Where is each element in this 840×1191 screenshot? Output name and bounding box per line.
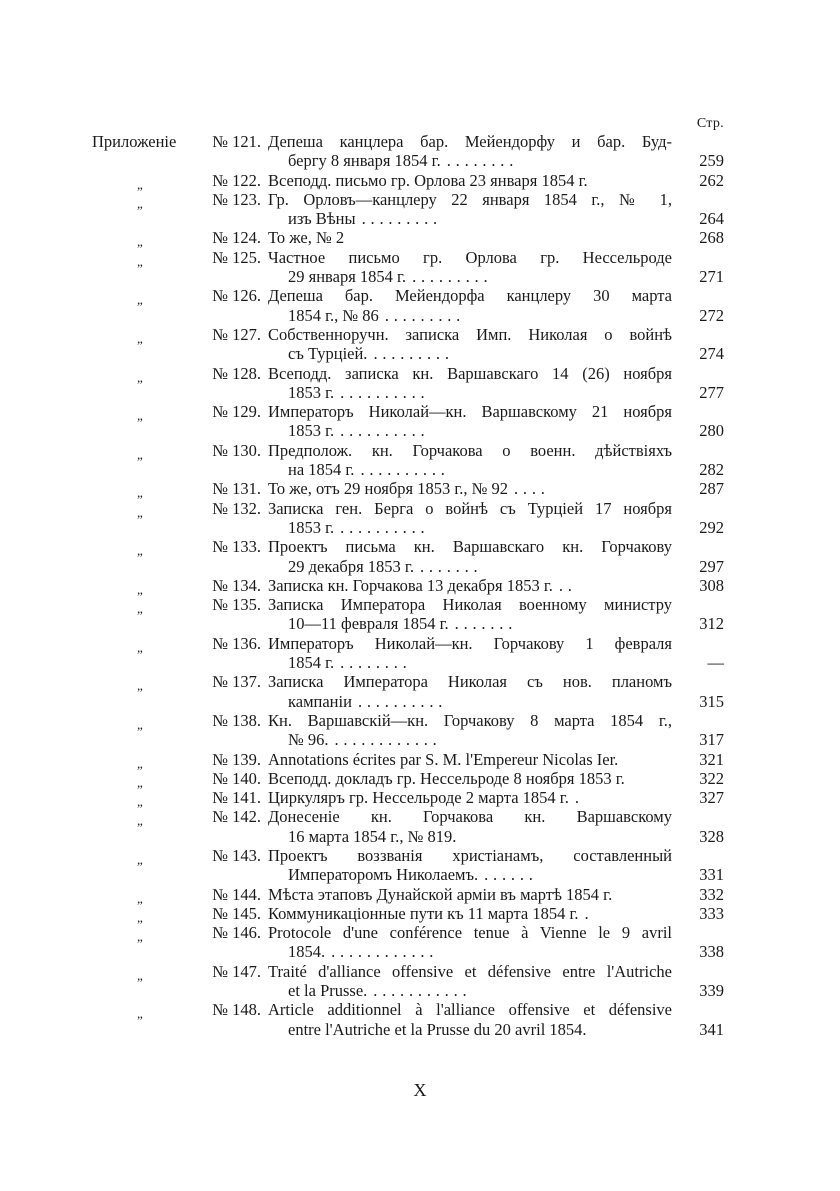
entry-title <box>268 499 672 538</box>
entry-page-number: 332 <box>699 884 724 904</box>
ditto-mark: „ <box>137 890 143 906</box>
ditto-mark: „ <box>137 504 143 520</box>
entry-title-line: 1854 г. <box>288 653 335 673</box>
entry-number: № 136. <box>212 633 261 653</box>
ditto-mark: „ <box>137 639 143 655</box>
entry-page-number: 327 <box>699 788 724 808</box>
entry-title-line: на 1854 г. <box>288 460 355 480</box>
entry-number: № 131. <box>212 479 261 499</box>
entry-title <box>268 923 672 962</box>
entry-page-number: 274 <box>699 344 724 364</box>
entry-title-line: Донесеніе кн. Горчакова кн. Варшавскому <box>268 807 672 827</box>
entry-title-line: Императоръ Николай—кн. Варшавскому 21 ноября <box>268 402 672 422</box>
dot-leader: ......... <box>384 305 466 325</box>
entry-number: № 148. <box>212 1000 261 1020</box>
toc-entry <box>0 595 840 634</box>
entry-page-number: 338 <box>699 942 724 962</box>
entry-title <box>268 769 672 788</box>
toc-entry <box>0 923 840 962</box>
toc-entry <box>0 807 840 846</box>
entry-page-number: 308 <box>699 575 724 595</box>
entry-title-line: 16 марта 1854 г., № 819. <box>288 826 457 846</box>
ditto-mark: „ <box>137 601 143 617</box>
toc-entry <box>0 190 840 229</box>
entry-title-line: Собственноручн. записка Имп. Николая о войнѣ <box>268 324 672 344</box>
entry-title-line: Императоръ Николай—кн. Горчакову 1 февраля <box>268 633 672 653</box>
entry-title-line: То же, № 2 <box>268 228 345 248</box>
entry-title-line: Article additionnel à l'alliance offensive et défensive <box>268 1000 672 1020</box>
entry-title <box>268 402 672 441</box>
ditto-mark: „ <box>137 967 143 983</box>
page-column-header: Стр. <box>696 116 724 131</box>
ditto-mark: „ <box>137 774 143 790</box>
entry-title-line: № 96. <box>288 730 329 750</box>
entry-title-line: 29 декабря 1853 г. <box>288 556 414 576</box>
ditto-mark: „ <box>137 485 143 501</box>
entry-number: № 126. <box>212 286 261 306</box>
entry-title <box>268 325 672 364</box>
ditto-mark: „ <box>137 330 143 346</box>
entry-page-number: 333 <box>699 903 724 923</box>
toc-entry <box>0 402 840 441</box>
entry-number: № 129. <box>212 402 261 422</box>
dot-leader: . <box>584 903 594 923</box>
entry-page-number: 322 <box>699 768 724 788</box>
dot-leader: ........... <box>373 981 472 1001</box>
entry-title-line: Предполож. кн. Горчакова о военн. дѣйствіяхъ <box>268 440 672 460</box>
dot-leader: ......... <box>373 344 454 364</box>
entry-title-line: Мѣста этаповъ Дунайской арміи въ мартѣ 1854 г. <box>268 884 613 904</box>
ditto-mark: „ <box>137 176 143 192</box>
entry-title-line: Записка ген. Берга о войнѣ съ Турціей 17 ноября <box>268 498 672 518</box>
entry-title-line: Всеподд. письмо гр. Орлова 23 января 1854 г. <box>268 170 588 190</box>
entry-number: № 143. <box>212 845 261 865</box>
entry-number: № 137. <box>212 672 261 692</box>
entry-title-line: Всеподд. записка кн. Варшавскаго 14 (26) ноября <box>268 363 672 383</box>
entry-number: № 130. <box>212 440 261 460</box>
entry-page-number: 317 <box>699 730 724 750</box>
ditto-mark: „ <box>137 716 143 732</box>
dot-leader: .......... <box>360 460 450 480</box>
ditto-mark: „ <box>137 543 143 559</box>
toc-entry <box>0 325 840 364</box>
dot-leader: ...... <box>484 865 538 885</box>
dot-leader: .......... <box>340 382 430 402</box>
entry-number: № 142. <box>212 807 261 827</box>
toc-entry <box>0 634 840 673</box>
toc-entry <box>0 228 840 250</box>
entry-page-number: 321 <box>699 749 724 769</box>
entry-title-line: Депеша канцлера бар. Мейендорфу и бар. Буд- <box>268 132 672 151</box>
entry-number: № 133. <box>212 537 261 557</box>
dot-leader: .... <box>513 479 550 499</box>
entry-page-number: 262 <box>699 170 724 190</box>
entry-number: № 123. <box>212 189 261 209</box>
entry-page-number: 292 <box>699 517 724 537</box>
entry-page-number: 272 <box>699 305 724 325</box>
entry-title-line: 1854. <box>288 942 326 962</box>
ditto-mark: „ <box>137 909 143 925</box>
ditto-mark: „ <box>137 813 143 829</box>
entry-page-number: 328 <box>699 826 724 846</box>
entry-number: № 135. <box>212 595 261 615</box>
toc-entry <box>0 904 840 923</box>
entry-title-line: 1853 г. <box>288 421 335 441</box>
entry-title-line: Императоромъ Николаемъ. <box>288 865 479 885</box>
entry-title-line: съ Турціей. <box>288 344 368 364</box>
dot-leader: ............ <box>331 942 439 962</box>
entry-title-line: 1853 г. <box>288 517 335 537</box>
entry-title-line: Депеша бар. Мейендорфа канцлеру 30 марта <box>268 286 672 306</box>
toc-entry <box>0 286 840 325</box>
dot-leader: .......... <box>357 691 448 711</box>
entry-number: № 138. <box>212 710 261 730</box>
entry-title <box>268 1000 672 1039</box>
entry-number: № 124. <box>212 228 261 248</box>
ditto-mark: „ <box>137 794 143 810</box>
entry-title <box>268 904 672 923</box>
dot-leader: ....... <box>419 556 483 576</box>
ditto-mark: „ <box>137 581 143 597</box>
ditto-mark: „ <box>137 369 143 385</box>
toc-entry <box>0 132 840 171</box>
entry-page-number: 268 <box>699 228 724 248</box>
toc-entry <box>0 788 840 810</box>
entry-title-line: Protocole d'une conférence tenue à Vienne le 9 avril <box>268 923 672 943</box>
entry-title-line: Гр. Орловъ—канцлеру 22 января 1854 г., № 1, <box>268 189 672 209</box>
ditto-mark: „ <box>137 195 143 211</box>
ditto-mark: „ <box>137 851 143 867</box>
entry-title <box>268 228 672 247</box>
toc-entry <box>0 769 840 788</box>
entry-title-line: Записка кн. Горчакова 13 декабря 1853 г. <box>268 575 553 595</box>
dot-leader: ........ <box>446 151 519 171</box>
entry-page-number: 282 <box>699 460 724 480</box>
entry-title <box>268 576 672 595</box>
entry-title <box>268 364 672 403</box>
toc-entry <box>0 576 840 595</box>
entry-title <box>268 479 672 498</box>
entry-title-line: Проектъ письма кн. Варшавскаго кн. Горчакову <box>268 537 672 557</box>
dot-leader: .. <box>558 575 577 595</box>
entry-title-line: 29 января 1854 г. <box>288 267 407 287</box>
dot-leader: .......... <box>340 517 430 537</box>
entry-page-number: 297 <box>699 556 724 576</box>
dot-leader: .......... <box>340 421 430 441</box>
dot-leader: ....... <box>454 614 518 634</box>
entry-title <box>268 286 672 325</box>
entry-page-number: 271 <box>699 267 724 287</box>
entry-number: № 144. <box>212 884 261 904</box>
ditto-mark: „ <box>137 292 143 308</box>
entry-title <box>268 711 672 750</box>
dot-leader: ........ <box>340 653 412 673</box>
entry-number: № 122. <box>212 170 261 190</box>
entry-number: № 127. <box>212 324 261 344</box>
entry-title <box>268 962 672 1001</box>
entry-label: Приложеніе <box>92 132 177 151</box>
entry-title <box>268 190 672 229</box>
toc-entry <box>0 537 840 576</box>
dot-leader: ............ <box>334 730 442 750</box>
entry-number: № 121. <box>212 132 261 151</box>
entry-title <box>268 788 672 807</box>
table-of-contents <box>0 132 840 1039</box>
entry-title-line: изъ Вѣны <box>288 209 356 229</box>
entry-title-line: 1853 г. <box>288 382 335 402</box>
entry-title-line: Всеподд. докладъ гр. Нессельроде 8 ноября 1853 г. <box>268 768 625 788</box>
entry-title-line: 1854 г., № 86 <box>288 305 379 325</box>
entry-title <box>268 248 672 287</box>
toc-entry <box>0 846 840 885</box>
entry-title-line: et la Prusse. <box>288 981 368 1001</box>
entry-title <box>268 595 672 634</box>
entry-page-number: 259 <box>699 151 724 171</box>
entry-title-line: entre l'Autriche et la Prusse du 20 avril 1854. <box>288 1019 587 1039</box>
entry-page-number: — <box>707 653 724 673</box>
ditto-mark: „ <box>137 253 143 269</box>
entry-title <box>268 441 672 480</box>
entry-title <box>268 846 672 885</box>
ditto-mark: „ <box>137 678 143 694</box>
entry-title-line: Записка Императора Николая военному министру <box>268 595 672 615</box>
entry-title-line: Записка Императора Николая съ нов. планомъ <box>268 672 672 692</box>
dot-leader: ......... <box>412 267 493 287</box>
toc-entry <box>0 364 840 403</box>
entry-title-line: Коммуникаціонные пути къ 11 марта 1854 г. <box>268 903 579 923</box>
entry-title <box>268 672 672 711</box>
entry-title <box>268 750 672 769</box>
ditto-mark: „ <box>137 1006 143 1022</box>
entry-number: № 145. <box>212 903 261 923</box>
toc-entry <box>0 441 840 480</box>
entry-page-number: 341 <box>699 1019 724 1039</box>
entry-number: № 128. <box>212 363 261 383</box>
entry-title-line: Частное письмо гр. Орлова гр. Нессельроде <box>268 247 672 267</box>
entry-page-number: 331 <box>699 865 724 885</box>
entry-number: № 141. <box>212 788 261 808</box>
entry-number: № 125. <box>212 247 261 267</box>
entry-page-number: 312 <box>699 614 724 634</box>
entry-page-number: 315 <box>699 691 724 711</box>
toc-entry <box>0 672 840 711</box>
toc-entry <box>0 248 840 287</box>
toc-entry <box>0 885 840 904</box>
dot-leader: . <box>574 788 584 808</box>
entry-number: № 140. <box>212 768 261 788</box>
entry-title-line: Annotations écrites par S. M. l'Empereur Nicolas Ier. <box>268 749 619 769</box>
entry-number: № 147. <box>212 961 261 981</box>
entry-number: № 134. <box>212 575 261 595</box>
entry-title <box>268 885 672 904</box>
entry-title-line: бергу 8 января 1854 г. <box>288 151 441 171</box>
toc-entry <box>0 711 840 750</box>
entry-title <box>268 807 672 846</box>
entry-title-line: Проектъ воззванія христіанамъ, составленный <box>268 845 672 865</box>
entry-page-number: 280 <box>699 421 724 441</box>
entry-page-number: 339 <box>699 981 724 1001</box>
dot-leader: ......... <box>361 209 442 229</box>
toc-entry <box>0 479 840 501</box>
entry-title-line: То же, отъ 29 ноября 1853 г., № 92 <box>268 479 508 499</box>
entry-title <box>268 634 672 673</box>
entry-title-line: 10—11 февраля 1854 г. <box>288 614 449 634</box>
ditto-mark: „ <box>137 755 143 771</box>
entry-title <box>268 171 672 190</box>
entry-title-line: Traité d'alliance offensive et défensive entre l'Autriche <box>268 961 672 981</box>
entry-title <box>268 132 672 171</box>
toc-entry <box>0 1000 840 1039</box>
entry-title <box>268 537 672 576</box>
toc-entry <box>0 962 840 1001</box>
entry-title-line: Циркуляръ гр. Нессельроде 2 марта 1854 г. <box>268 788 569 808</box>
page-number-roman: X <box>413 1080 427 1100</box>
entry-number: № 146. <box>212 923 261 943</box>
toc-entry <box>0 171 840 190</box>
ditto-mark: „ <box>137 234 143 250</box>
ditto-mark: „ <box>137 929 143 945</box>
entry-number: № 132. <box>212 498 261 518</box>
entry-page-number: 287 <box>699 479 724 499</box>
toc-entry <box>0 499 840 538</box>
ditto-mark: „ <box>137 446 143 462</box>
ditto-mark: „ <box>137 408 143 424</box>
entry-title-line: Кн. Варшавскій—кн. Горчакову 8 марта 1854 г., <box>268 710 672 730</box>
toc-entry <box>0 750 840 769</box>
entry-page-number: 264 <box>699 209 724 229</box>
entry-page-number: 277 <box>699 382 724 402</box>
entry-title-line: кампаніи <box>288 691 352 711</box>
entry-number: № 139. <box>212 749 261 769</box>
